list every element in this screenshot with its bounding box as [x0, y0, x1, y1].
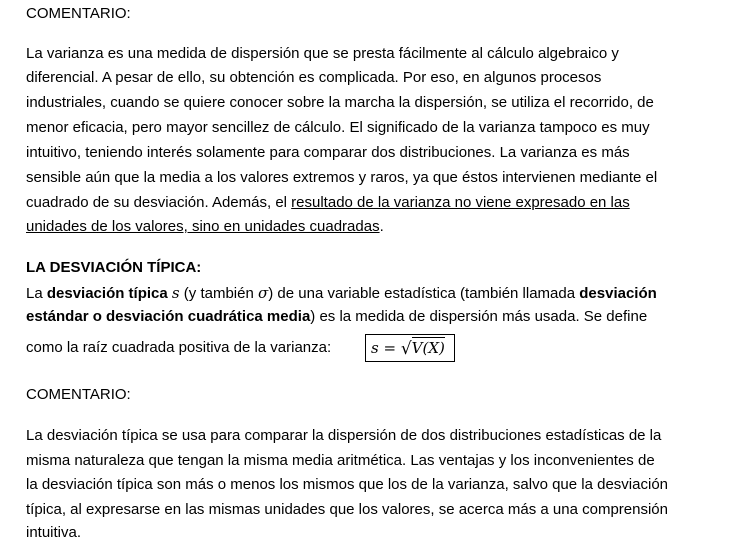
paragraph-1-line-6: sensible aún que la media a los valores extremos y raros, ya que éstos intervienen mediante el	[26, 169, 658, 186]
paragraph-1-line-5: intuitivo, teniendo interés solamente para comparar dos distribuciones. La varianza es más	[26, 144, 630, 161]
text-fragment: La	[26, 285, 47, 302]
comment-heading-1: COMENTARIO:	[26, 5, 131, 22]
paragraph-2-line-5: intuitiva.	[26, 524, 82, 541]
underlined-text: unidades de los valores, sino en unidades cuadradas	[26, 218, 380, 235]
paragraph-1-line-4: menor eficacia, pero mayor sencillez de cálculo. El significado de la varianza tampoco es muy	[26, 119, 650, 136]
bold-term: desviación típica	[46, 285, 168, 302]
bold-term: desviación	[579, 285, 657, 302]
definition-line-3: como la raíz cuadrada positiva de la varianza:	[26, 339, 332, 356]
formula-radicand: V(X)	[411, 339, 445, 357]
paragraph-2-line-2: misma naturaleza que tengan la misma media aritmética. Las ventajas y los inconvenientes de	[26, 452, 655, 469]
period: .	[379, 218, 384, 235]
math-symbol-sigma: σ	[258, 284, 269, 302]
formula-equals: =	[378, 339, 401, 357]
text-fragment: (y también	[179, 285, 258, 302]
paragraph-1-line-3: industriales, cuando se quiere conocer sobre la marcha la dispersión, se utiliza el recorrido, de	[26, 94, 654, 111]
formula-lhs: s	[371, 339, 379, 357]
section-heading-desviacion-tipica: LA DESVIACIÓN TÍPICA:	[26, 259, 202, 276]
paragraph-1-line-8	[26, 217, 384, 237]
definition-line-2	[26, 307, 647, 327]
formula-box	[365, 334, 455, 362]
paragraph-1-line-1: La varianza es una medida de dispersión que se presta fácilmente al cálculo algebraico y	[26, 45, 619, 62]
text-fragment: ) es la medida de dispersión más usada. Se define	[310, 308, 648, 325]
paragraph-2-line-1: La desviación típica se usa para comparar la dispersión de dos distribuciones estadísticas de la	[26, 427, 662, 444]
math-symbol-s: s	[171, 284, 180, 302]
paragraph-1-line-2: diferencial. A pesar de ello, su obtención es complicada. Por eso, en algunos procesos	[26, 69, 602, 86]
sqrt-icon: √	[400, 339, 412, 359]
bold-term: estándar o desviación cuadrática media	[26, 308, 311, 325]
paragraph-2-line-4: típica, al expresarse en las mismas unidades que los valores, se acerca más a una comprensión	[26, 501, 668, 518]
underlined-text: resultado de la varianza no viene expresado en las	[291, 194, 630, 211]
comment-heading-2: COMENTARIO:	[26, 386, 131, 403]
paragraph-1-line-7-text: cuadrado de su desviación. Además, el	[26, 194, 292, 211]
text-fragment: ) de una variable estadística (también llamada	[268, 285, 580, 302]
paragraph-1-line-7	[26, 193, 630, 213]
paragraph-2-line-3: la desviación típica son más o menos los mismos que los de la varianza, salvo que la desviación	[26, 476, 668, 493]
definition-line-1	[26, 283, 657, 304]
